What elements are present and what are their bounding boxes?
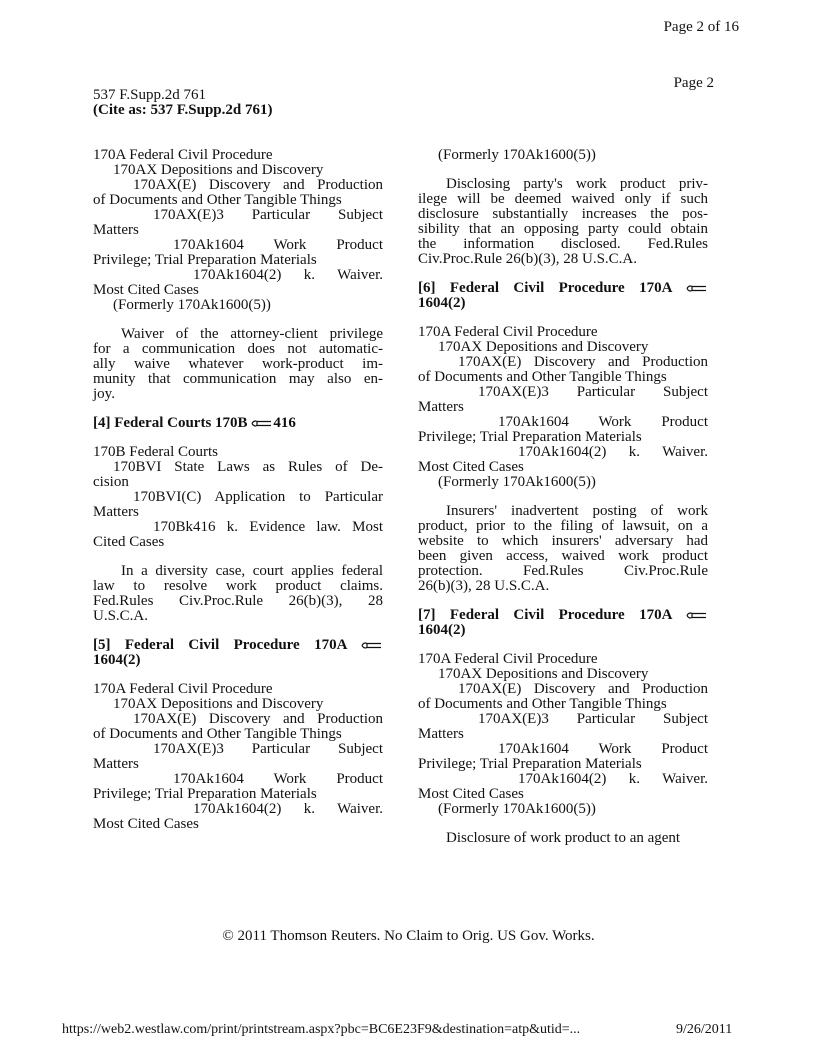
topic-line: Privilege; Trial Preparation Materials — [93, 252, 317, 268]
key-number-icon — [361, 641, 383, 650]
print-date: 9/26/2011 — [676, 1022, 733, 1037]
headnote-text-line: Waiver of the attorney-client privilege — [121, 326, 383, 342]
headnote-text-line: disclosure substantially increases the pos- — [418, 206, 708, 222]
topic-line: 170Ak1604 Work Product — [173, 771, 383, 787]
topic-line: 170AX Depositions and Discovery — [113, 696, 324, 712]
topic-line: Matters — [93, 222, 139, 238]
topic-line: 170AX(E)3 Particular Subject — [153, 741, 383, 757]
reporter-citation: 537 F.Supp.2d 761 — [93, 87, 206, 103]
page-count: Page 2 of 16 — [663, 19, 739, 35]
headnote-text-line: the information disclosed. Fed.Rules — [418, 236, 708, 252]
headnote-heading-7[interactable] — [418, 608, 708, 623]
topic-line: Privilege; Trial Preparation Materials — [418, 756, 642, 772]
topic-line: Matters — [418, 399, 464, 415]
topic-line: 170BVI State Laws as Rules of De- — [113, 459, 383, 475]
page-number: Page 2 — [673, 75, 714, 91]
headnote-text-line: U.S.C.A. — [93, 608, 149, 624]
key-number-icon — [686, 284, 708, 293]
topic-line: 170BVI(C) Application to Particular — [133, 489, 383, 505]
topic-line: (Formerly 170Ak1600(5)) — [438, 147, 596, 163]
headnote-label: [7] Federal Civil Procedure 170A — [418, 607, 672, 623]
headnote-text-line: Insurers' inadvertent posting of work — [446, 503, 708, 519]
headnote-label: [5] Federal Civil Procedure 170A — [93, 637, 347, 653]
topic-line: Matters — [93, 756, 139, 772]
topic-line: of Documents and Other Tangible Things — [418, 696, 667, 712]
topic-line: 170B Federal Courts — [93, 444, 218, 460]
topic-line: 170Ak1604(2) k. Waiver. — [193, 267, 383, 283]
topic-line: Most Cited Cases — [93, 816, 199, 832]
topic-line: 170AX(E) Discovery and Production — [458, 354, 708, 370]
headnote-text-line: sibility that an opposing party could obtain — [418, 221, 708, 237]
topic-line: cision — [93, 474, 129, 490]
topic-line: 170AX(E) Discovery and Production — [458, 681, 708, 697]
topic-line: Matters — [93, 504, 139, 520]
headnote-text-line: 26(b)(3), 28 U.S.C.A. — [418, 578, 550, 594]
topic-line: 170AX(E)3 Particular Subject — [478, 711, 708, 727]
topic-line: 170Ak1604 Work Product — [173, 237, 383, 253]
right-column — [418, 148, 708, 846]
topic-line: 170A Federal Civil Procedure — [418, 651, 598, 667]
topic-line: Most Cited Cases — [418, 459, 524, 475]
topic-line: 170Bk416 k. Evidence law. Most — [153, 519, 383, 535]
headnote-text-line: ilege will be deemed waived only if such — [418, 191, 708, 207]
topic-line: 170AX(E) Discovery and Production — [133, 711, 383, 727]
key-number: 416 — [273, 415, 296, 431]
headnote-text-line: ally waive whatever work-product im- — [93, 356, 383, 372]
copyright-footer: © 2011 Thomson Reuters. No Claim to Orig. US Gov. Works. — [222, 928, 595, 944]
topic-line: 170Ak1604(2) k. Waiver. — [193, 801, 383, 817]
topic-line: Privilege; Trial Preparation Materials — [93, 786, 317, 802]
key-number: 1604(2) — [418, 295, 466, 311]
print-url[interactable]: https://web2.westlaw.com/print/printstream.aspx?pbc=BC6E23F9&destination=atp&utid=... — [62, 1022, 581, 1037]
topic-line: 170AX(E)3 Particular Subject — [153, 207, 383, 223]
key-number-icon — [251, 419, 273, 428]
topic-line: 170Ak1604 Work Product — [498, 414, 708, 430]
headnote-text-line: Disclosing party's work product priv- — [446, 176, 708, 192]
headnote-text-line: Fed.Rules Civ.Proc.Rule 26(b)(3), 28 — [93, 593, 383, 609]
headnote-heading-5[interactable] — [93, 638, 383, 653]
headnote-text-line: law to resolve work product claims. — [93, 578, 383, 594]
key-number: 1604(2) — [418, 622, 466, 638]
key-number-icon — [686, 611, 708, 620]
headnote-text-line: In a diversity case, court applies federal — [121, 563, 383, 579]
topic-line: 170A Federal Civil Procedure — [93, 147, 273, 163]
topic-line: Matters — [418, 726, 464, 742]
topic-line: 170AX Depositions and Discovery — [113, 162, 324, 178]
headnote-label: [6] Federal Civil Procedure 170A — [418, 280, 672, 296]
topic-line: 170AX Depositions and Discovery — [438, 339, 649, 355]
topic-line: 170Ak1604(2) k. Waiver. — [518, 444, 708, 460]
topic-line: of Documents and Other Tangible Things — [93, 192, 342, 208]
headnote-heading-4[interactable] — [93, 416, 383, 431]
cite-as: (Cite as: 537 F.Supp.2d 761) — [93, 102, 273, 118]
topic-line: 170A Federal Civil Procedure — [93, 681, 273, 697]
topic-line: of Documents and Other Tangible Things — [418, 369, 667, 385]
key-number: 1604(2) — [93, 652, 141, 668]
headnote-text-line: Disclosure of work product to an agent — [446, 830, 681, 846]
topic-line: Most Cited Cases — [418, 786, 524, 802]
headnote-text-line: munity that communication may also en- — [93, 371, 383, 387]
topic-line: (Formerly 170Ak1600(5)) — [438, 801, 596, 817]
citation — [93, 88, 272, 118]
topic-line: 170AX(E) Discovery and Production — [133, 177, 383, 193]
topic-line: 170AX(E)3 Particular Subject — [478, 384, 708, 400]
headnote-text-line: joy. — [93, 386, 115, 402]
topic-line: of Documents and Other Tangible Things — [93, 726, 342, 742]
headnote-label: [4] Federal Courts 170B — [93, 415, 248, 431]
headnote-heading-6[interactable] — [418, 281, 708, 296]
topic-line: Privilege; Trial Preparation Materials — [418, 429, 642, 445]
topic-line: Cited Cases — [93, 534, 165, 550]
topic-line: Most Cited Cases — [93, 282, 199, 298]
headnote-text-line: for a communication does not automatic- — [93, 341, 383, 357]
topic-line: 170AX Depositions and Discovery — [438, 666, 649, 682]
topic-line: (Formerly 170Ak1600(5)) — [113, 297, 271, 313]
headnote-text-line: website to which insurers' adversary had — [418, 533, 708, 549]
headnote-text-line: Civ.Proc.Rule 26(b)(3), 28 U.S.C.A. — [418, 251, 638, 267]
headnote-text-line: product, prior to the filing of lawsuit, on a — [418, 518, 708, 534]
headnote-text-line: been given access, waived work product — [418, 548, 708, 564]
left-column — [93, 148, 383, 832]
topic-line: (Formerly 170Ak1600(5)) — [438, 474, 596, 490]
topic-line: 170A Federal Civil Procedure — [418, 324, 598, 340]
headnote-text-line: protection. Fed.Rules Civ.Proc.Rule — [418, 563, 708, 579]
topic-line: 170Ak1604 Work Product — [498, 741, 708, 757]
topic-line: 170Ak1604(2) k. Waiver. — [518, 771, 708, 787]
